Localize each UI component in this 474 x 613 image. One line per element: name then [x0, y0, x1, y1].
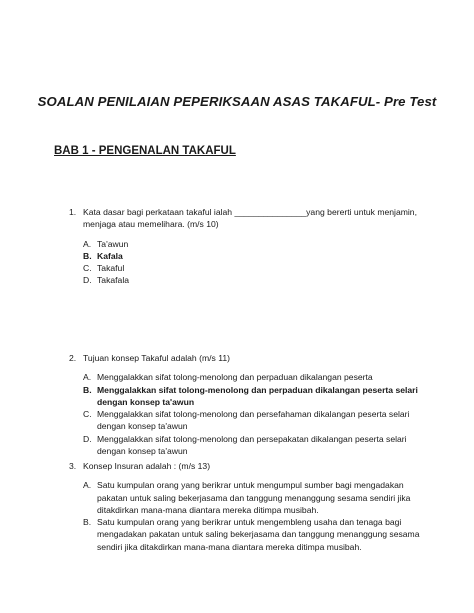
option-letter: C.	[83, 263, 92, 274]
option-b	[83, 384, 429, 409]
option-text: Satu kumpulan orang yang berikrar untuk mengembleng usaha dan tenaga bagi mengadakan pakatan untuk saling bekerjasama dan tanggung menanggung sesama sendiri jika ditakdirkan mana-mana diantara mereka ditimpa musibah.	[97, 517, 420, 552]
option-b	[83, 516, 429, 553]
question-number: 3.	[69, 461, 77, 471]
option-letter: B.	[83, 384, 92, 395]
chapter-heading: BAB 1 - PENGENALAN TAKAFUL	[54, 145, 236, 157]
question-1	[69, 206, 429, 287]
option-a	[83, 238, 429, 250]
option-letter: D.	[83, 275, 92, 286]
option-c	[83, 262, 429, 274]
question-2	[69, 352, 429, 457]
option-text: Menggalakkan sifat tolong-menolong dan perpaduan dikalangan peserta selari dengan konsep ta'awun	[97, 384, 418, 407]
option-text: Menggalakkan sifat tolong-menolong dan perpaduan dikalangan peserta	[97, 372, 373, 383]
option-text: Menggalakkan sifat tolong-menolong dan persepakatan dikalangan peserta selari dengan konsep ta'awun	[97, 433, 407, 457]
document-title: SOALAN PENILAIAN PEPERIKSAAN ASAS TAKAFUL- Pre Test	[37, 94, 437, 109]
option-list	[83, 479, 429, 553]
option-text: Menggalakkan sifat tolong-menolong dan persefahaman dikalangan peserta selari dengan konsep ta'awun	[97, 409, 410, 432]
question-stem: Konsep Insuran adalah : (m/s 13)	[83, 461, 211, 471]
option-b	[83, 250, 429, 262]
question-stem: Kata dasar bagi perkataan takaful ialah _______________yang bererti untuk menjamin, menjaga atau memelihara. (m/s 10)	[83, 207, 417, 230]
option-d	[83, 433, 429, 458]
question-3	[69, 460, 429, 553]
option-text: Satu kumpulan orang yang berikrar untuk mengumpul sumber bagi mengadakan pakatan untuk saling bekerjasama dan tanggung menanggung sesama sendiri jika ditakdirkan mana-mana diantara mereka ditimpa musibah.	[97, 480, 411, 515]
option-c	[83, 408, 429, 433]
option-d	[83, 274, 429, 286]
option-a	[83, 371, 429, 383]
option-text: Takafala	[97, 275, 130, 286]
option-letter: A.	[83, 480, 92, 491]
question-stem: Tujuan konsep Takaful adalah (m/s 11)	[83, 353, 230, 363]
question-number: 2.	[69, 353, 77, 363]
option-letter: A.	[83, 238, 92, 249]
option-letter: D.	[83, 433, 92, 444]
question-number: 1.	[69, 207, 77, 217]
option-letter: C.	[83, 409, 92, 420]
option-text: Ta'awun	[97, 238, 129, 249]
option-letter: A.	[83, 372, 92, 383]
option-list	[83, 238, 429, 287]
option-list	[83, 371, 429, 457]
option-text: Takaful	[97, 263, 125, 274]
option-text: Kafala	[97, 250, 123, 261]
option-letter: B.	[83, 517, 92, 528]
option-letter: B.	[83, 250, 92, 261]
option-a	[83, 479, 429, 516]
